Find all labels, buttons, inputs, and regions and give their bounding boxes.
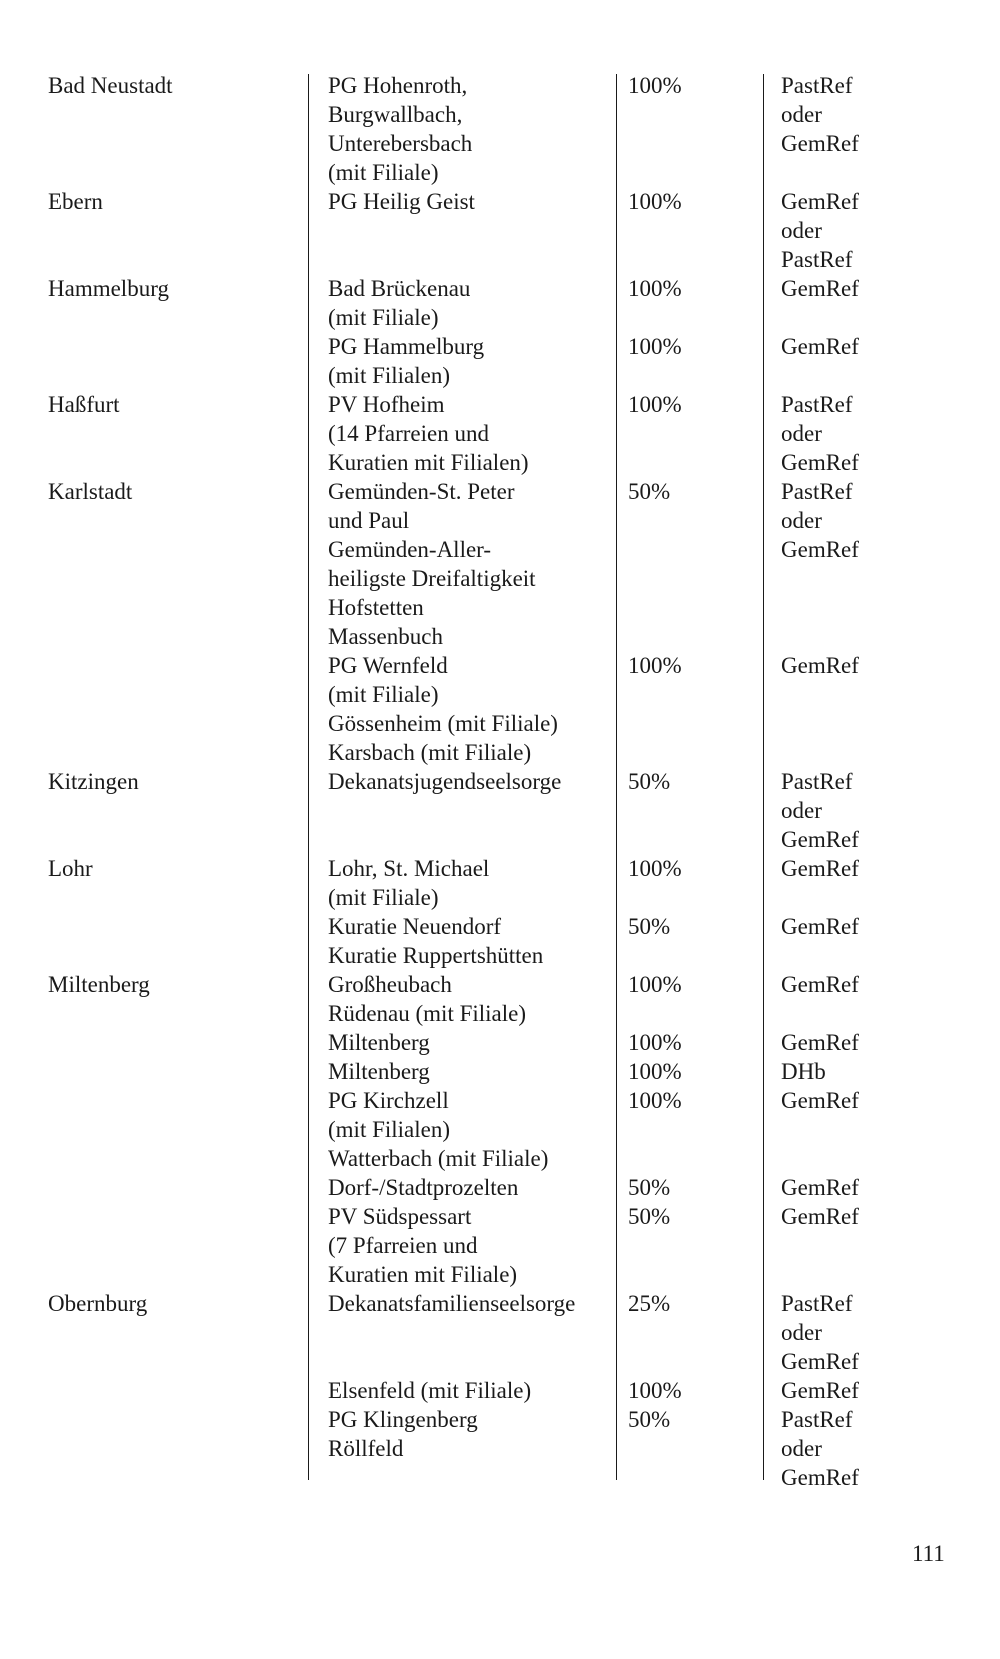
- table-row: [0, 1347, 1000, 1376]
- percent-cell: 100%: [628, 1088, 682, 1113]
- parish-cell: (mit Filiale): [328, 682, 439, 707]
- table-row: [0, 216, 1000, 245]
- parish-cell: (mit Filialen): [328, 1117, 451, 1142]
- reference-cell: PastRef: [781, 73, 853, 98]
- parish-cell: Rüdenau (mit Filiale): [328, 1001, 527, 1026]
- table-row: [0, 419, 1000, 448]
- parish-cell: (mit Filiale): [328, 160, 439, 185]
- table-row: [0, 593, 1000, 622]
- table-row: [0, 1463, 1000, 1492]
- reference-cell: oder: [781, 1436, 822, 1461]
- parish-cell: Dekanatsfamilienseelsorge: [328, 1291, 576, 1316]
- parish-cell: PG Hammelburg: [328, 334, 485, 359]
- table-row: [0, 622, 1000, 651]
- reference-cell: GemRef: [781, 189, 859, 214]
- reference-cell: PastRef: [781, 769, 853, 794]
- reference-cell: oder: [781, 1320, 822, 1345]
- parish-cell: (7 Pfarreien und: [328, 1233, 478, 1258]
- parish-cell: Röllfeld: [328, 1436, 404, 1461]
- table-row: [0, 564, 1000, 593]
- parish-cell: Großheubach: [328, 972, 452, 997]
- reference-cell: GemRef: [781, 537, 859, 562]
- table-row: [0, 854, 1000, 883]
- parish-cell: Gössenheim (mit Filiale): [328, 711, 558, 736]
- table-row: [0, 274, 1000, 303]
- percent-cell: 50%: [628, 479, 671, 504]
- percent-cell: 100%: [628, 1378, 682, 1403]
- parish-cell: Kuratien mit Filialen): [328, 450, 529, 475]
- table-row: [0, 390, 1000, 419]
- reference-cell: GemRef: [781, 131, 859, 156]
- reference-cell: GemRef: [781, 1204, 859, 1229]
- table-row: [0, 1260, 1000, 1289]
- parish-cell: Kuratie Ruppertshütten: [328, 943, 544, 968]
- parish-cell: Dorf-/Stadtprozelten: [328, 1175, 519, 1200]
- table-row: [0, 158, 1000, 187]
- table-row: [0, 71, 1000, 100]
- parish-cell: (mit Filiale): [328, 885, 439, 910]
- parish-cell: Burgwallbach,: [328, 102, 463, 127]
- table-row: [0, 1231, 1000, 1260]
- parish-cell: PG Kirchzell: [328, 1088, 449, 1113]
- percent-cell: 100%: [628, 276, 682, 301]
- percent-cell: 100%: [628, 1059, 682, 1084]
- table-row: [0, 1405, 1000, 1434]
- table-row: [0, 680, 1000, 709]
- table-row: [0, 912, 1000, 941]
- reference-cell: PastRef: [781, 479, 853, 504]
- reference-cell: PastRef: [781, 247, 853, 272]
- table-row: [0, 709, 1000, 738]
- parish-cell: Elsenfeld (mit Filiale): [328, 1378, 532, 1403]
- table-row: [0, 303, 1000, 332]
- reference-cell: GemRef: [781, 1378, 859, 1403]
- dekanat-cell: Karlstadt: [48, 479, 133, 504]
- percent-cell: 25%: [628, 1291, 671, 1316]
- reference-cell: GemRef: [781, 1349, 859, 1374]
- parish-cell: Karsbach (mit Filiale): [328, 740, 532, 765]
- parish-cell: PV Hofheim: [328, 392, 445, 417]
- percent-cell: 50%: [628, 769, 671, 794]
- table-row: [0, 1144, 1000, 1173]
- table-row: [0, 448, 1000, 477]
- table-row: [0, 738, 1000, 767]
- dekanat-cell: Bad Neustadt: [48, 73, 173, 98]
- parish-cell: (mit Filiale): [328, 305, 439, 330]
- table-row: [0, 1318, 1000, 1347]
- table-row: [0, 1173, 1000, 1202]
- table-row: [0, 941, 1000, 970]
- table-row: [0, 506, 1000, 535]
- table-row: [0, 1057, 1000, 1086]
- reference-cell: GemRef: [781, 1030, 859, 1055]
- parish-cell: Bad Brückenau: [328, 276, 471, 301]
- dekanat-cell: Lohr: [48, 856, 93, 881]
- table-row: [0, 332, 1000, 361]
- parish-cell: Lohr, St. Michael: [328, 856, 490, 881]
- table-row: [0, 535, 1000, 564]
- parish-cell: heiligste Dreifaltigkeit: [328, 566, 536, 591]
- parish-cell: Massenbuch: [328, 624, 443, 649]
- reference-cell: GemRef: [781, 334, 859, 359]
- table-row: [0, 999, 1000, 1028]
- percent-cell: 100%: [628, 972, 682, 997]
- parish-cell: Kuratie Neuendorf: [328, 914, 502, 939]
- percent-cell: 50%: [628, 1204, 671, 1229]
- percent-cell: 100%: [628, 856, 682, 881]
- table-row: [0, 767, 1000, 796]
- parish-cell: Gemünden-Aller-: [328, 537, 492, 562]
- reference-cell: DHb: [781, 1059, 826, 1084]
- table-row: [0, 100, 1000, 129]
- table-row: [0, 825, 1000, 854]
- table-row: [0, 651, 1000, 680]
- reference-cell: GemRef: [781, 827, 859, 852]
- parish-cell: Hofstetten: [328, 595, 424, 620]
- table-row: [0, 1434, 1000, 1463]
- reference-cell: GemRef: [781, 1175, 859, 1200]
- parish-cell: PV Südspessart: [328, 1204, 472, 1229]
- percent-cell: 100%: [628, 334, 682, 359]
- table-row: [0, 1115, 1000, 1144]
- table-row: [0, 1086, 1000, 1115]
- reference-cell: GemRef: [781, 914, 859, 939]
- percent-cell: 100%: [628, 392, 682, 417]
- table-row: [0, 129, 1000, 158]
- percent-cell: 50%: [628, 1175, 671, 1200]
- table-row: [0, 796, 1000, 825]
- percent-cell: 100%: [628, 1030, 682, 1055]
- parish-cell: Miltenberg: [328, 1059, 430, 1084]
- percent-cell: 100%: [628, 189, 682, 214]
- dekanat-cell: Ebern: [48, 189, 103, 214]
- table-row: [0, 187, 1000, 216]
- parish-cell: PG Hohenroth,: [328, 73, 468, 98]
- table-row: [0, 361, 1000, 390]
- reference-cell: GemRef: [781, 450, 859, 475]
- reference-cell: GemRef: [781, 1465, 859, 1490]
- reference-cell: oder: [781, 218, 822, 243]
- table-row: [0, 1289, 1000, 1318]
- parish-cell: und Paul: [328, 508, 410, 533]
- parish-cell: Miltenberg: [328, 1030, 430, 1055]
- table-row: [0, 1376, 1000, 1405]
- percent-cell: 100%: [628, 653, 682, 678]
- percent-cell: 50%: [628, 914, 671, 939]
- dekanat-cell: Kitzingen: [48, 769, 139, 794]
- parish-cell: Dekanatsjugendseelsorge: [328, 769, 562, 794]
- dekanat-cell: Haßfurt: [48, 392, 120, 417]
- parish-cell: PG Heilig Geist: [328, 189, 475, 214]
- parish-cell: PG Wernfeld: [328, 653, 448, 678]
- dekanat-cell: Obernburg: [48, 1291, 148, 1316]
- table-row: [0, 245, 1000, 274]
- table-row: [0, 1028, 1000, 1057]
- parish-cell: Watterbach (mit Filiale): [328, 1146, 549, 1171]
- reference-cell: PastRef: [781, 1291, 853, 1316]
- assignment-table: [0, 71, 1000, 1492]
- parish-cell: Unterebersbach: [328, 131, 473, 156]
- reference-cell: PastRef: [781, 1407, 853, 1432]
- reference-cell: oder: [781, 508, 822, 533]
- parish-cell: Kuratien mit Filiale): [328, 1262, 518, 1287]
- dekanat-cell: Hammelburg: [48, 276, 169, 301]
- reference-cell: oder: [781, 421, 822, 446]
- parish-cell: (14 Pfarreien und: [328, 421, 489, 446]
- table-row: [0, 970, 1000, 999]
- reference-cell: GemRef: [781, 653, 859, 678]
- table-row: [0, 477, 1000, 506]
- page-number: 111: [912, 1541, 945, 1566]
- reference-cell: GemRef: [781, 856, 859, 881]
- reference-cell: GemRef: [781, 276, 859, 301]
- table-row: [0, 1202, 1000, 1231]
- reference-cell: GemRef: [781, 972, 859, 997]
- parish-cell: Gemünden-St. Peter: [328, 479, 515, 504]
- reference-cell: oder: [781, 102, 822, 127]
- parish-cell: PG Klingenberg: [328, 1407, 478, 1432]
- dekanat-cell: Miltenberg: [48, 972, 150, 997]
- table-row: [0, 883, 1000, 912]
- reference-cell: PastRef: [781, 392, 853, 417]
- percent-cell: 50%: [628, 1407, 671, 1432]
- parish-cell: (mit Filialen): [328, 363, 451, 388]
- reference-cell: oder: [781, 798, 822, 823]
- reference-cell: GemRef: [781, 1088, 859, 1113]
- percent-cell: 100%: [628, 73, 682, 98]
